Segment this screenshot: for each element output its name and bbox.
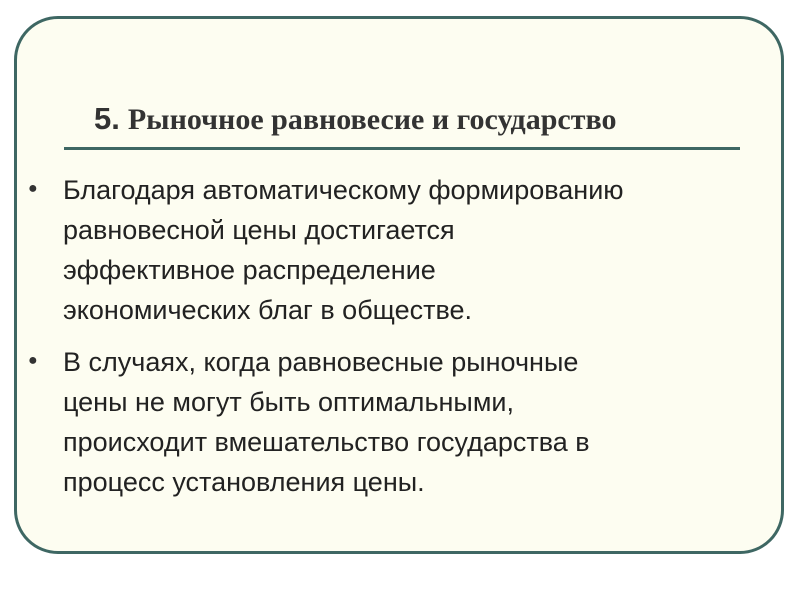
bullet-line: В случаях, когда равновесные рыночные	[63, 347, 579, 377]
bullet-dot-icon: ●	[28, 180, 38, 197]
bullet-line: процесс установления цены.	[63, 467, 425, 497]
bullet-line: эффективное распределение	[63, 255, 436, 285]
bullet-line: равновесной цены достигается	[63, 215, 455, 245]
slide-title-text: Рыночное равновесие и государство	[127, 103, 617, 136]
bullet-item-2	[28, 342, 783, 502]
title-underline	[64, 147, 740, 150]
bullet-line: происходит вмешательство государства в	[63, 427, 590, 457]
bullet-line: цены не могут быть оптимальными,	[63, 387, 514, 417]
slide-title	[94, 102, 616, 135]
bullet-dot-icon: ●	[28, 352, 38, 369]
bullet-line: экономических благ в обществе.	[63, 295, 473, 325]
bullet-list	[28, 170, 783, 514]
bullet-line: Благодаря автоматическому формированию	[63, 175, 624, 205]
bullet-item-1	[28, 170, 783, 330]
slide-title-number: 5.	[94, 101, 120, 136]
